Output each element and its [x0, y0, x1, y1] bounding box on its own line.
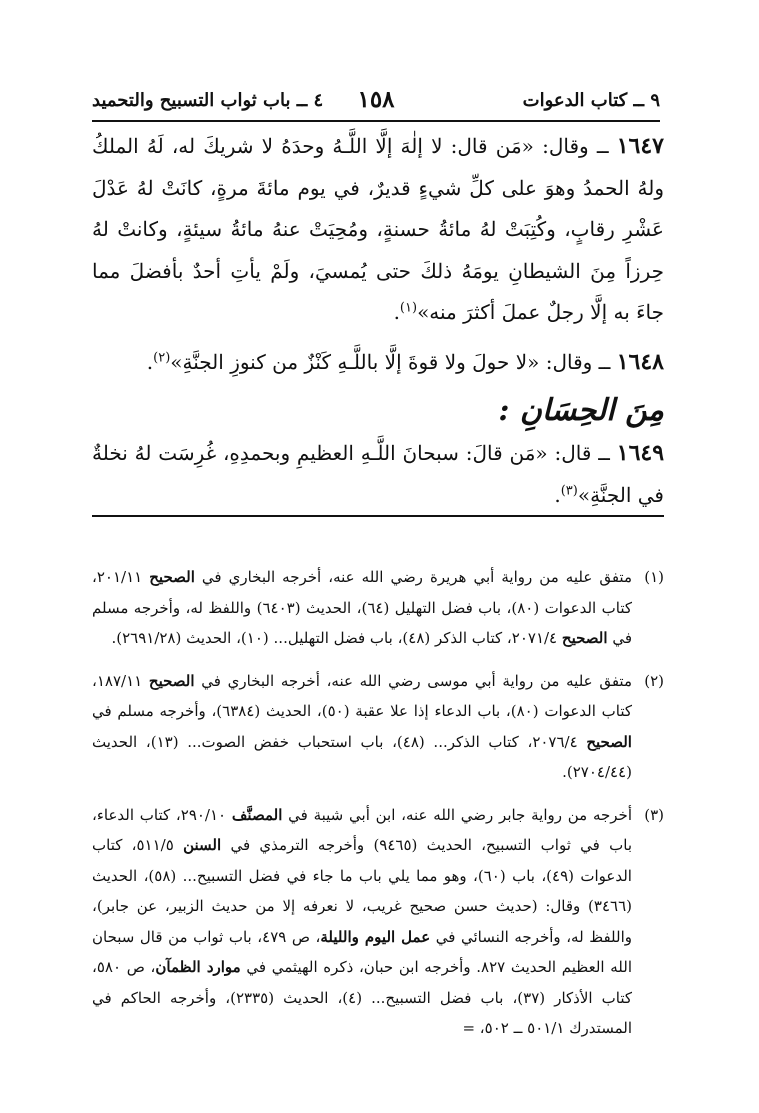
footnote-rule — [92, 515, 664, 517]
hasan-section-heading: مِنَ الحِسَانِ : — [498, 393, 664, 428]
hadith-end: . — [554, 482, 561, 507]
footnote-segment: ٢٩٠/١٠، كتاب الدعاء، باب في ثواب التسبيح، الحديث (٩٤٦٥) وأخرجه الترمذي في — [92, 805, 632, 854]
header-rule — [92, 120, 660, 122]
footnote-text — [92, 562, 632, 654]
book-title: الصحيح — [149, 568, 195, 586]
page-number: ١٥٨ — [357, 86, 395, 113]
hadith-text: ــ وقال: «لا حولَ ولا قوةَ إلَّا باللَّـهِ كَنْزٌ من كنوزِ الجنَّةِ» — [170, 349, 611, 374]
footnote-2 — [92, 666, 664, 788]
footnote-segment: ، ص ٥٨٠، كتاب الأذكار (٣٧)، باب فضل التسبيح... (٤)، الحديث (٢٣٣٥)، وأخرجه الحاكم في المستدرك ٥٠١/١ ــ ٥٠٢، = — [92, 958, 633, 1037]
book-title: الصحيح — [561, 629, 608, 647]
book-title: المصنَّف — [231, 805, 283, 824]
hadith-end: . — [146, 349, 154, 374]
hadith-end: . — [393, 300, 400, 324]
hadith-text: ــ قال: «مَن قالَ: سبحانَ اللَّـهِ العظيمِ وبحمدِهِ، غُرِسَت لهُ نخلةٌ في الجنَّةِ» — [92, 441, 664, 507]
hadith-1649 — [92, 433, 664, 516]
footnote-ref: (١) — [399, 300, 418, 316]
footnote-ref: (٣) — [560, 482, 578, 498]
running-header — [92, 86, 660, 118]
footnote-segment: ١٨٧/١١، كتاب الدعوات (٨٠)، باب الدعاء إذا علا عقبة (٥٠)، الحديث (٦٣٨٤)، وأخرجه مسلم في — [92, 671, 632, 720]
book-title: السنن — [183, 836, 222, 854]
footnote-text — [92, 666, 632, 788]
footnotes — [92, 562, 664, 1056]
chapter-title: ٩ ــ كتاب الدعوات — [522, 90, 660, 111]
footnote-text — [92, 800, 632, 1044]
footnote-segment: ، ص ٤٧٩، باب ثواب من قال سبحان الله العظيم الحديث ٨٢٧. وأخرجه ابن حبان، ذكره الهيثمي في — [92, 927, 633, 976]
footnote-segment: ٥١١/٥، كتاب الدعوات (٤٩)، باب (٦٠)، وهو مما يلي باب ما جاء في فضل التسبيح... (٥٨)، الحديث (٣٤٦٦) وقال: (حديث حسن صحيح غريب، لا نعرفه إلا من حديث الزبير، عن جابر)، واللفظ له، وأخرجه النسائي في — [92, 836, 632, 946]
main-text — [92, 126, 664, 516]
hadith-1648 — [92, 342, 664, 384]
hadith-1647 — [92, 126, 664, 334]
hadith-number: ١٦٤٧ — [616, 133, 664, 159]
book-title: الصحيح — [586, 732, 632, 751]
section-title: ٤ ــ باب ثواب التسبيح والتحميد — [92, 90, 324, 111]
book-title: موارد الظمآن — [155, 958, 241, 976]
hadith-number: ١٦٤٩ — [616, 440, 665, 466]
footnote-segment: ٢٠٧٦/٤، كتاب الذكر... (٤٨)، باب استحباب خفض الصوت... (١٣)، الحديث (٢٧٠٤/٤٤). — [92, 732, 632, 781]
footnote-number: (٢) — [644, 671, 664, 690]
footnote-segment: ٢٠١/١١، كتاب الدعوات (٨٠)، باب فضل التهليل (٦٤)، الحديث (٦٤٠٣) واللفظ له، وأخرجه مسلم في — [92, 568, 632, 647]
footnote-segment: متفق عليه من رواية أبي موسى رضي الله عنه، أخرجه البخاري في — [194, 671, 632, 690]
footnote-number: (٣) — [644, 805, 664, 824]
hadith-text: ــ وقال: «مَن قال: لا إلٰهَ إلَّا اللَّـهُ وحدَهُ لا شريكَ له، لَهُ الملكُ ولهُ الحمدُ وهوَ على كلِّ شيءٍ قديرٌ، في يوم مائةَ مرةٍ، كانَتْ لهُ عَدْلَ عَشْرِ رقابٍ، وكُتِبَتْ لهُ مائةُ حسنةٍ، ومُحِيَتْ عنهُ مائةُ سيئةٍ، وكانتْ لهُ حِرزاً مِنَ الشيطانِ يومَهُ ذلكَ حتى يُمسيَ، ولَمْ يأتِ أحدٌ بأفضلَ مما جاءَ به إلَّا رجلٌ عملَ أكثرَ منه» — [92, 134, 664, 324]
footnote-3 — [92, 800, 664, 1044]
footnote-segment: ٢٠٧١/٤، كتاب الذكر (٤٨)، باب فضل التهليل... (١٠)، الحديث (٢٦٩١/٢٨). — [111, 629, 562, 647]
footnote-segment: متفق عليه من رواية أبي هريرة رضي الله عنه، أخرجه البخاري في — [194, 568, 632, 586]
book-title: عمل اليوم والليلة — [320, 927, 431, 946]
footnote-number: (١) — [644, 568, 664, 586]
footnote-segment: أخرجه من رواية جابر رضي الله عنه، ابن أبي شيبة في — [282, 805, 632, 824]
hadith-number: ١٦٤٨ — [616, 348, 664, 375]
footnote-ref: (٢) — [153, 349, 171, 365]
footnote-1 — [92, 562, 664, 654]
book-title: الصحيح — [148, 671, 195, 690]
